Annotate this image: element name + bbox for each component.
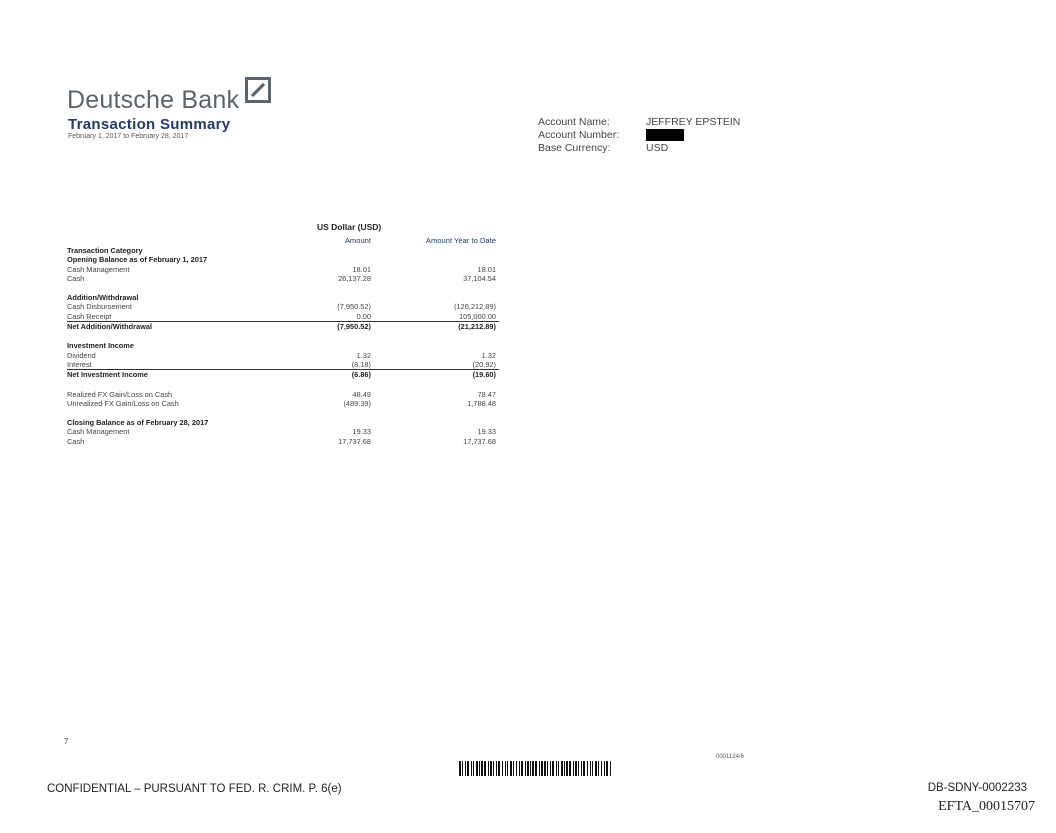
table-row: Realized FX Gain/Loss on Cash 48.49 78.47 <box>67 389 496 399</box>
section-title: Addition/Withdrawal <box>67 293 139 303</box>
table-row: Cash 26,137.28 37,104.54 <box>67 273 496 283</box>
barcode-icon <box>459 761 611 776</box>
account-info <box>538 116 740 155</box>
section-title: Opening Balance as of February 1, 2017 <box>67 255 208 265</box>
base-currency-value: USD <box>646 142 669 154</box>
section-title: Closing Balance as of February 28, 2017 <box>67 418 209 428</box>
ytd-column-header: Amount Year to Date <box>425 236 496 245</box>
account-name-label: Account Name: <box>538 116 610 128</box>
currency-header: US Dollar (USD) <box>317 222 382 232</box>
table-row: Cash 17,737.68 17,737.68 <box>67 436 496 446</box>
reference-number: 0001124/6 <box>716 754 744 760</box>
document-title: Transaction Summary <box>68 116 231 133</box>
total-row: Net Addition/Withdrawal (7,950.52) (21,212.89) <box>67 322 496 332</box>
account-name-row <box>538 116 740 129</box>
amount-column-header: Amount <box>344 236 371 245</box>
base-currency-row <box>538 142 740 155</box>
bates-number: DB-SDNY-0002233 <box>927 782 1027 794</box>
table-row: Cash Management 19.33 19.33 <box>67 427 496 437</box>
account-number-label: Account Number: <box>538 129 620 141</box>
total-row: Net Investment Income (6.86) (19.60) <box>67 370 496 380</box>
account-name-value: JEFFREY EPSTEIN <box>646 116 741 128</box>
redaction-box <box>646 129 684 141</box>
table-row: Cash Receipt 0.00 105,000.00 <box>67 312 499 322</box>
account-number-row <box>538 129 740 142</box>
page-number: 7 <box>64 737 69 746</box>
statement-period: February 1, 2017 to February 28, 2017 <box>68 133 189 140</box>
table-row: Cash Disbursement (7,950.52) (126,212.89) <box>67 302 496 312</box>
bank-logo-icon <box>245 77 271 103</box>
confidential-notice: CONFIDENTIAL – PURSUANT TO FED. R. CRIM. P. 6(e) <box>47 783 342 795</box>
table-row: Cash Management 18.01 18.01 <box>67 264 496 274</box>
section-title: Investment Income <box>67 341 134 351</box>
transaction-table <box>67 222 499 446</box>
table-row: Interest (8.18) (20.92) <box>67 360 499 370</box>
category-label: Transaction Category <box>67 246 143 255</box>
table-row: Unrealized FX Gain/Loss on Cash (489.39) 1,788.48 <box>67 398 496 408</box>
bank-name: Deutsche Bank <box>67 86 240 114</box>
efta-number: EFTA_00015707 <box>938 799 1035 814</box>
table-row: Dividend 1.32 1.32 <box>67 350 496 360</box>
base-currency-label: Base Currency: <box>538 142 611 154</box>
